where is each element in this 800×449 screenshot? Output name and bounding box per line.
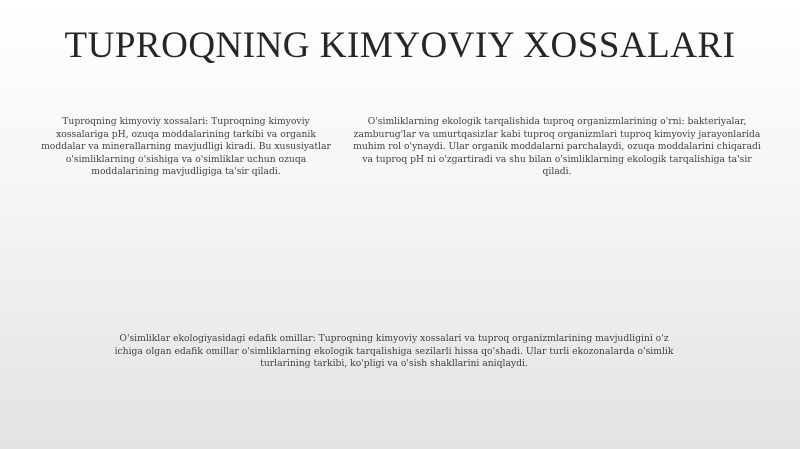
text-block-soil-chemical-properties: Tuproqning kimyoviy xossalari: Tuproqning kimyoviy xossalariga pH, ozuqa moddalarining tarkibi va organik moddalar va minerallarning mavjudligi kiradi. Bu xususiyatlar o'simliklarning o'sishiga va o'simliklar uchun ozuqa moddalarining mavjudligiga ta'sir qiladi. [41, 116, 331, 177]
slide-title: TUPROQNING KIMYOVIY XOSSALARI [64, 25, 736, 66]
text-block-edaphic-factors: O'simliklar ekologiyasidagi edafik omillar: Tuproqning kimyoviy xossalari va tuproq organizmlarining mavjudligini o'z ichiga olgan edafik omillar o'simliklarning ekologik tarqalishiga sezilarli hissa qo'shadi. Ular turli ekozonalarda o'simlik turlarining tarkibi, ko'pligi va o'sish shakllarini aniqlaydi. [114, 333, 674, 369]
text-block-soil-organisms-role: O'simliklarning ekologik tarqalishida tuproq organizmlarining o'rni: bakteriyalar, zamburug'lar va umurtqasizlar kabi tuproq organizmlari tuproq kimyoviy jarayonlarida muhim rol o'ynaydi. Ular organik moddalarni parchalaydi, ozuqa moddalarini chiqaradi va tuproq pH ni o'zgartiradi va shu bilan o'simliklarning ekologik tarqalishiga ta'sir qiladi. [353, 116, 761, 177]
